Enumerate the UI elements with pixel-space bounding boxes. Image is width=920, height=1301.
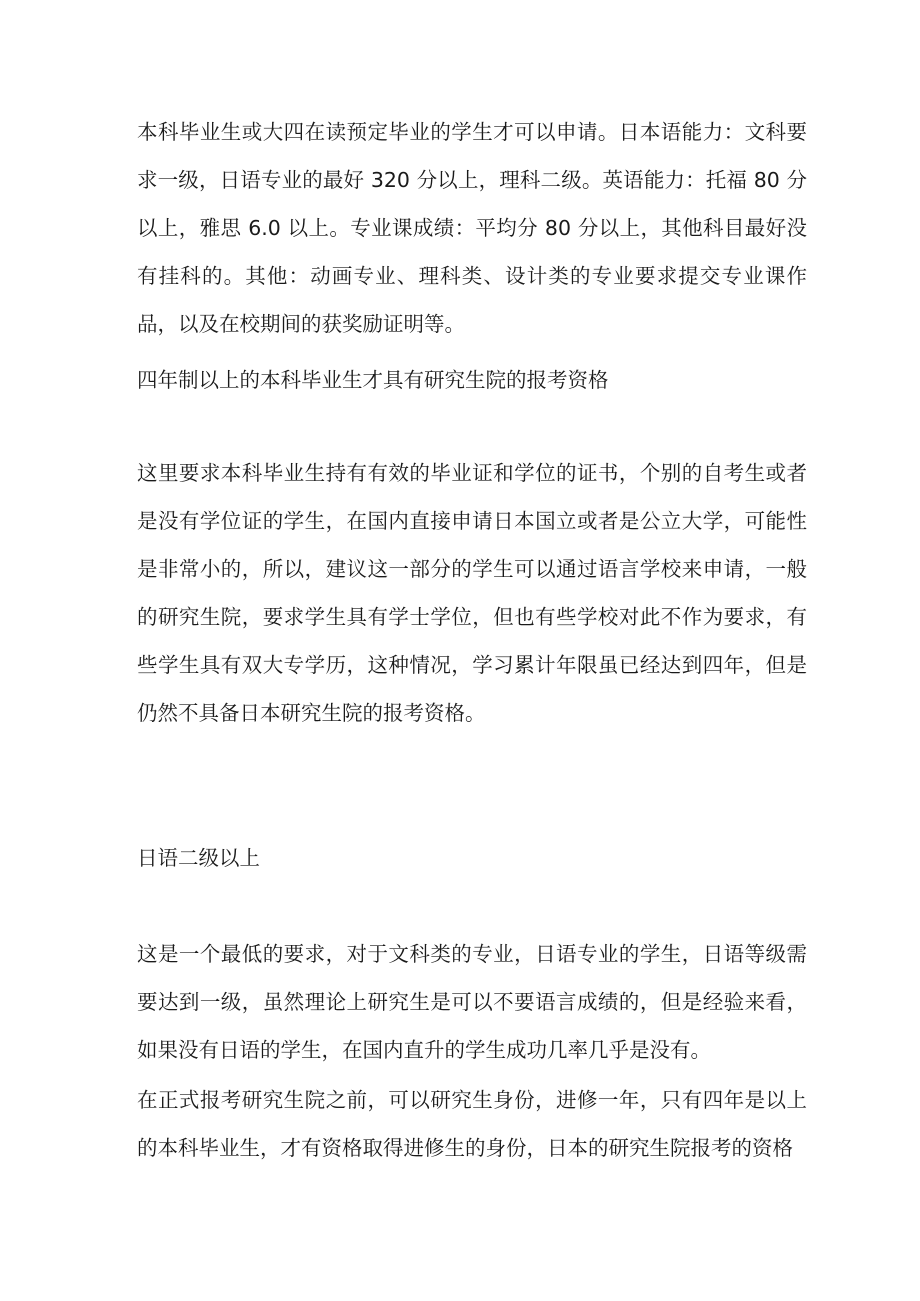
- paragraph-japanese-requirement: 这是一个最低的要求，对于文科类的专业，日语专业的学生，日语等级需要达到一级，虽然理论上研究生是可以不要语言成绩的，但是经验来看，如果没有日语的学生，在国内直升的学生成功几率几乎是没有。: [137, 942, 807, 1062]
- paragraph-research-student: 在正式报考研究生院之前，可以研究生身份，进修一年，只有四年是以上的本科毕业生，才有资格取得进修生的身份，日本的研究生院报考的资格: [137, 1088, 807, 1160]
- paragraph-degree-certificate: 这里要求本科毕业生持有有效的毕业证和学位的证书，个别的自考生或者是没有学位证的学生，在国内直接申请日本国立或者是公立大学，可能性是非常小的，所以，建议这一部分的学生可以通过语言学校来申请，一般的研究生院，要求学生具有学士学位，但也有些学校对此不作为要求，有些学生具有双大专学历，这种情况，学习累计年限虽已经达到四年，但是仍然不具备日本研究生院的报考资格。: [137, 461, 807, 725]
- section-heading-japanese-level: 日语二级以上: [137, 846, 260, 870]
- section-heading-bachelor-qualification: 四年制以上的本科毕业生才具有研究生院的报考资格: [137, 368, 609, 392]
- paragraph-application-requirements: 本科毕业生或大四在读预定毕业的学生才可以申请。日本语能力：文科要求一级，日语专业的最好 320 分以上，理科二级。英语能力：托福 80 分以上，雅思 6.0 以上。专业课成绩：平均分 80 分以上，其他科目最好没有挂科的。其他：动画专业、理科类、设计类的专业要求提交专业课作品，以及在校期间的获奖励证明等。: [137, 120, 807, 336]
